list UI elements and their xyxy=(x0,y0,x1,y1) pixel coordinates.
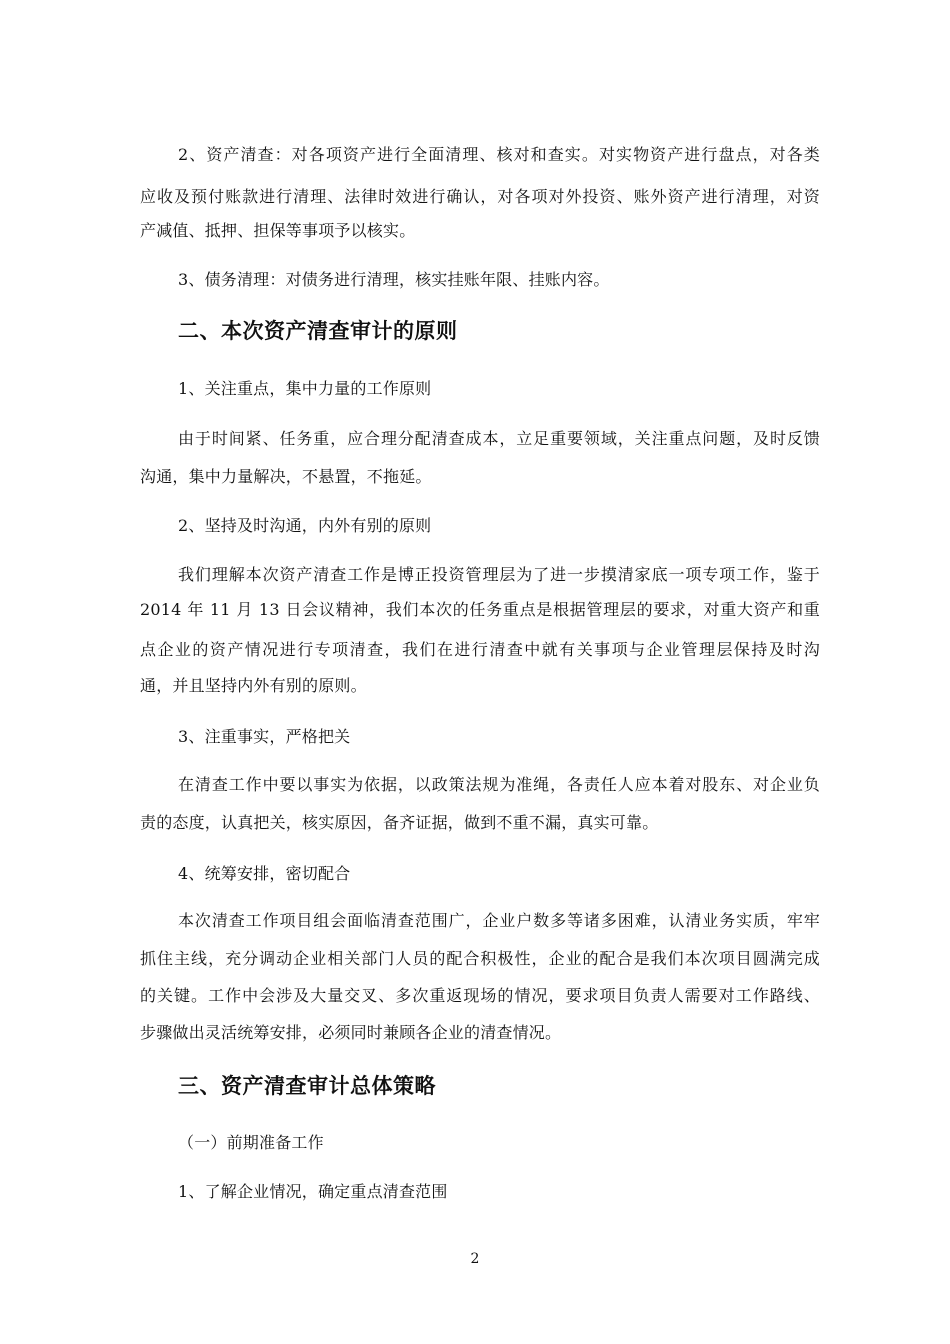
principle-3-title: 3、注重事实，严格把关 xyxy=(178,727,351,746)
principle-4-line-4: 步骤做出灵活统筹安排，必须同时兼顾各企业的清查情况。 xyxy=(140,1023,562,1042)
section-heading-principles: 二、本次资产清查审计的原则 xyxy=(178,319,458,343)
principle-1-title: 1、关注重点，集中力量的工作原则 xyxy=(178,379,432,398)
principle-2-line-3: 点企业的资产情况进行专项清查，我们在进行清查中就有关事项与企业管理层保持及时沟 xyxy=(140,640,820,659)
section-heading-strategy: 三、资产清查审计总体策略 xyxy=(178,1074,436,1098)
principle-1-line-1: 由于时间紧、任务重，应合理分配清查成本，立足重要领域，关注重点问题，及时反馈 xyxy=(178,429,820,448)
debt-clearing-item: 3、债务清理：对债务进行清理，核实挂账年限、挂账内容。 xyxy=(178,270,610,289)
principle-4-line-2: 抓住主线，充分调动企业相关部门人员的配合积极性，企业的配合是我们本次项目圆满完成 xyxy=(140,949,820,968)
principle-2-line-1: 我们理解本次资产清查工作是博正投资管理层为了进一步摸清家底一项专项工作，鉴于 xyxy=(178,565,820,584)
principle-4-line-3: 的关键。工作中会涉及大量交叉、多次重返现场的情况，要求项目负责人需要对工作路线、 xyxy=(140,986,820,1005)
principle-3-line-2: 责的态度，认真把关，核实原因，备齐证据，做到不重不漏，真实可靠。 xyxy=(140,813,659,832)
principle-4-title: 4、统筹安排，密切配合 xyxy=(178,864,351,883)
principle-2-line-4: 通，并且坚持内外有别的原则。 xyxy=(140,676,367,695)
principle-3-line-1: 在清查工作中要以事实为依据，以政策法规为准绳，各责任人应本着对股东、对企业负 xyxy=(178,775,820,794)
asset-check-line-2: 应收及预付账款进行清理、法律时效进行确认，对各项对外投资、账外资产进行清理，对资 xyxy=(140,187,820,206)
preparation-item-1: 1、了解企业情况，确定重点清查范围 xyxy=(178,1182,448,1201)
subsection-preparation: （一）前期准备工作 xyxy=(178,1133,324,1152)
asset-check-line-3: 产减值、抵押、担保等事项予以核实。 xyxy=(140,221,416,240)
principle-1-line-2: 沟通，集中力量解决，不悬置，不拖延。 xyxy=(140,467,432,486)
principle-2-title: 2、坚持及时沟通，内外有别的原则 xyxy=(178,516,432,535)
principle-2-line-2: 2014 年 11 月 13 日会议精神，我们本次的任务重点是根据管理层的要求，对重大资产和重 xyxy=(140,600,820,619)
principle-4-line-1: 本次清查工作项目组会面临清查范围广，企业户数多等诸多困难，认清业务实质，牢牢 xyxy=(178,911,820,930)
asset-check-line-1: 2、资产清查：对各项资产进行全面清理、核对和查实。对实物资产进行盘点，对各类 xyxy=(178,145,820,164)
page-number: 2 xyxy=(470,1251,480,1267)
